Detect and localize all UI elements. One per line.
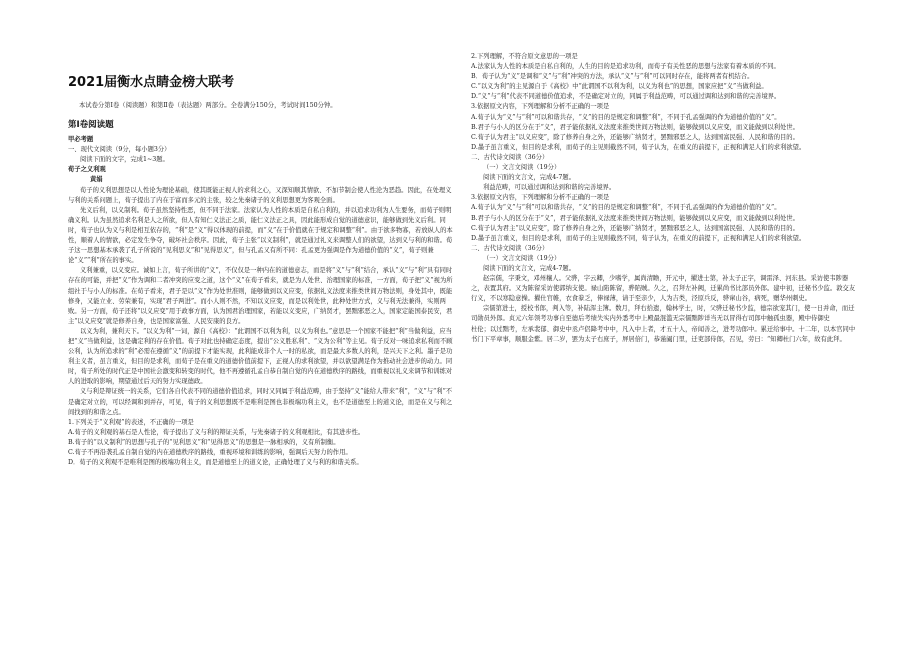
classical-subheading: （一）文言文阅读（19分） [483,164,561,172]
question-1: 1.下列关于“义利观”的表述，不正确的一项是 [68,418,194,426]
question-1-option-a: A.荀子的义利观的基石是人性论，荀子提出了义与利的辩证关系，与先秦诸子的义利观相比，有其进步性。 [68,428,365,436]
article-paragraph: 义利兼重，以义变应。诚如上言，荀子所讲的“义”，不仅仅是一种内在的道德意志，而是将“义”与“利”结合，承认“义”与“利”具有同时存在的可能，并把“义”作为调和二者冲突的应变之道，这个“义”在荀子看来，就是为人处世、治理国家的标准，一方面，荀子把“义”视为所组社于与小人的标准。在荀子看来，君子是以“义”作为处世准则，能够做到以义应变，依据礼义法度来推类世间万物法则，身处其中，既能修身，又能立业、劳荣兼有，实现“君子两进”。而小人则不然，不知以义应变，而是以利处世，此种处世方式，义与利无法兼得，实则两败。另一方面，荀子还将“以义应变”用于政事方面，认为国君治理国家，若能以义变应，广纳贤才，罢黜邪恶之人，国家定能国泰民安，君主“以义应变”就是修养自身，也是国家富强、人民安康的良方。 [68,267,453,325]
classical-heading: 二、古代诗文阅读（36分） [471,153,549,161]
question-2-option-b: B．荀子认为“义”是调和“义”与“利”冲突的方法，承认“义”与“利”可以同时存在，能将两者有机结合。 [471,73,754,81]
classical-instruction: 阅读下面的文言文，完成4-7题。 [483,174,575,182]
question-3-option-c: C.荀子认为君主“以义应变”，除了修养自身之外，还能够广纳贤才，罢黜邪恶之人，达到国富民强、人民和谐的目的。 [471,133,799,141]
question-3-option-a: A.荀子认为“义”与“利”可以和谐共存，“义”的目的是规定和调整“利”，不同于孔孟强调的作为道德价值的“义”。 [471,113,781,121]
article-paragraph: 先义后利，以义制利。荀子虽然坚持性恶，但不同于法家。法家认为人性的本质是自私自利的，并以追求功利为人生要务，而荀子则明确义利。认为虽然追求名利是人之所欲，但人有知仁义法正之质，能仁义法正之具，因此能形成自觉的道德意识，能够做到先义后利。同时，荀子也认为义与利是相互依存的，“利”是“义”得以体现的前提，而“义”在于价值就在于规定和调整“利”。由于欲多物寡，若放纵人的本性，顺着人的情欲，必定发生争夺，破坏社会秩序。因此，荀子主张“以义制利”，就是通过礼义来调整人们的欲望，达到义与利的和谐。荀子这一思想基本承袭了孔子所说的“见利思义”和“见得思义”，但与孔孟又有所不同：孔孟更为强调是作为道德价值的“义”，荀子则兼论“义”“利”所在的事实。 [68,206,453,265]
question-3-repeat-option-d: D.墨子虽言重义，但目的是求利，而荀子的主见则截然不同，荀子认为，在重义的前提下，正视和满足人们的求利欲望。 [471,234,806,242]
classical-text: 赵宗儒，字秉文，邓州穰人。父骅，字云卿，少嗜学，属尚清瞻，开元中，擢进士第，补太子正字，调雷泽、河东县。采访使韦陟器之，表置其府。又为陈留采访使郭纳支使。禄山陷陈留，骅陷贼。久之，召拜左补阙，迁累尚书比部员外郎。建中初，迁秘书少监。敦交友行义，不以寒隐意操。擢仕官帷，衣食豢乏，俸禄薄，请于至亲少，人为吉类，泾原兵反，骅窜山谷，病死，赠华州刺史。 [471,275,856,303]
question-2-option-c: C.“以义为利”的主见源自于《高校》中“此谓国不以利为利，以义为利也”的思想，国家应把“义”当做利益。 [471,83,768,91]
exam-intro: 本试卷分第Ⅰ卷（阅读题）和第Ⅱ卷（表达题）两部分。全卷满分150分，考试时间150分钟。 [79,102,337,109]
reading-instruction: 阅读下面的文字，完成1~3题。 [80,156,169,164]
article-author: 黄娟 [90,176,103,184]
article-paragraph: 荀子的义利思想是以人性论为理论基础，使其既能正视人的求利之心，又深知顺其情欲、不加节制会使人性沦为恶趋。因此，在处理义与利的关系问题上，荀子提出了内在于富而多元的主张，较之先秦诸子的义利思想更为客观全面。 [68,186,452,204]
article-paragraph: 义与利是辩证统一的关系，它们各自代表不同的道德价值追求，同时又同属于利益范畴，由于坚持“义”能给人带来“利”，“义”与“利”不是确定对立的，可以经调和到并存，可见，荀子的义利思想既不是唯利是图也非极端功利主义，也不是道德至上的道义论，而是在义与利之间找到的和谐之点。 [68,388,453,416]
repeated-fragment: 利益范畴，可以通过调和达到和谐的完善境界。 [483,184,616,192]
question-3-repeat: 3.依据原文内容，下列理解和分析不正确的一项是 [471,194,610,202]
classical-instruction-2: 阅读下面的文言文，完成4-7题。 [483,264,575,272]
question-1-option-c: C.荀子不再沿袭孔孟自制自觉的内在道德秩序的路线，重视环境和训练的影响，强调后天努力的作用。 [68,449,352,456]
classical-subheading-2: （一）文言文阅读（19分） [483,254,561,262]
question-3-repeat-option-a: A.荀子认为“义”与“利”可以和谐共存，“义”的目的是规定和调整“利”，不同于孔孟强调的作为道德价值的“义”。 [471,204,781,212]
classical-heading-2: 二、古代诗文阅读（36分） [471,244,549,252]
left-column [68,0,456,651]
section-heading: 第Ⅰ卷阅读题 [68,120,114,131]
question-3-option-b: B.君子与小人的区分在于“义”，君子能依据礼义法度来推类世间万物法则，能够做到以义应变，而义能做到以利处世。 [471,123,799,131]
right-column [471,0,859,651]
question-2: 2.下列理解，不符合原文意思的一项是 [471,53,578,60]
exam-title: 2021届衡水点睛金榜大联考 [68,75,235,90]
question-3-repeat-option-c: C.荀子认为君主“以义应变”，除了修养自身之外，还能够广纳贤才，罢黜邪恶之人，达到国富民强、人民和谐的目的。 [471,224,799,232]
question-1-option-b: B.荀子的“以义制利”的思想与孔子的“见利思义”和“见得思义”的思想是一脉相承的，义有所制衡。 [68,438,340,446]
required-label: 甲必考题 [68,136,94,144]
classical-text-3: 杜伦；以过黜考，左承裴郁、御史中丞卢侶降考中中，凡入中上者，才五十人，帝闻善之，进考功郎中。累迁给事中。十二年，以本官同中书门下平章事，顺服金紫。居二岁，罢为太子右庶子，屏居倍门，恭谨阖门里，迁吏部侍郎，召见，劳曰：“知卿杜门六年，故有此拜。 [471,325,856,343]
question-2-option-a: A.法家认为人性的本质是自私自利的，人生的目的是追求功利，而荀子有关性恶的思想与法家有着本质的不同。 [471,63,780,71]
question-2-option-d: D.“义”与“利”代表不同道德价值追求，不是确定对立的，同属于利益范畴，可以通过调和达到和谐的完善境界。 [471,93,781,101]
question-3: 3.依据原文内容，下列理解和分析不正确的一项是 [471,103,610,111]
question-3-option-d: D.墨子虽言重义，但目的是求利，而荀子的主见则截然不同，荀子认为，在重义的前提下，正视和满足人们的求利欲望。 [471,143,806,151]
classical-text-2: 宗儒第进士，授校书郎，判入等，补陆浑主簿。数月，拜右拾遗，翰林学士，时，父骅迁秘书少监，德宗欲宠其门，使一日并命，而迁司勋员外郎。贞元六年领考功事自至德后考绩失实内外悉考中上殿最混滥无宗儒黜陟详当无以冒得右司郎中触孤虫器，殿中侍御史 [471,305,855,323]
article-paragraph: 以义为利，兼利天下。“以义为利”一词，源自《高校》：“此谓国不以利为利，以义为利也。”意思是一个国家不能把“利”当做利益，应当把“义”当做利益，这是确定利的存在价值。荀子对此也持确定态度，提出“公义胜私利”、“义为公利”等主见。荀子反对一味追求私利而不顾公利，认为所追求的“利”必需在遵循“义”的前提下才能实现，此利能成非个人一时的私欲，而是最大多数人的利，是兴天下之利。墨子是功利主义者，虽言重义，但目的是求利，而荀子是在重义的道德价值前提下，正视人的求利欲望，并以欲望满足作为推动社会进步的动力。同时，荀子所处的时代正是中国社会激变和转变的时代，他不再遵循孔孟自恭自制自觉的内在道德秩序的路线，而重视以礼义来调节和训练对人的进取的影响，期望通过后天的努力实现德政。 [68,327,453,386]
question-3-repeat-option-b: B.君子与小人的区分在于“义”，君子能依据礼义法度来推类世间万物法则，能够做到以义应变，而义能做到以利处世。 [471,214,799,222]
question-group-heading: 一、现代文阅读（9分，每小题3分） [68,146,171,154]
question-1-option-d: D．荀子的义利观不是唯利是图的极端功利主义，而是道德至上的道义论，正确处理了义与利的和谐关系。 [68,459,363,467]
article-title: 荀子之义利观 [68,166,106,174]
